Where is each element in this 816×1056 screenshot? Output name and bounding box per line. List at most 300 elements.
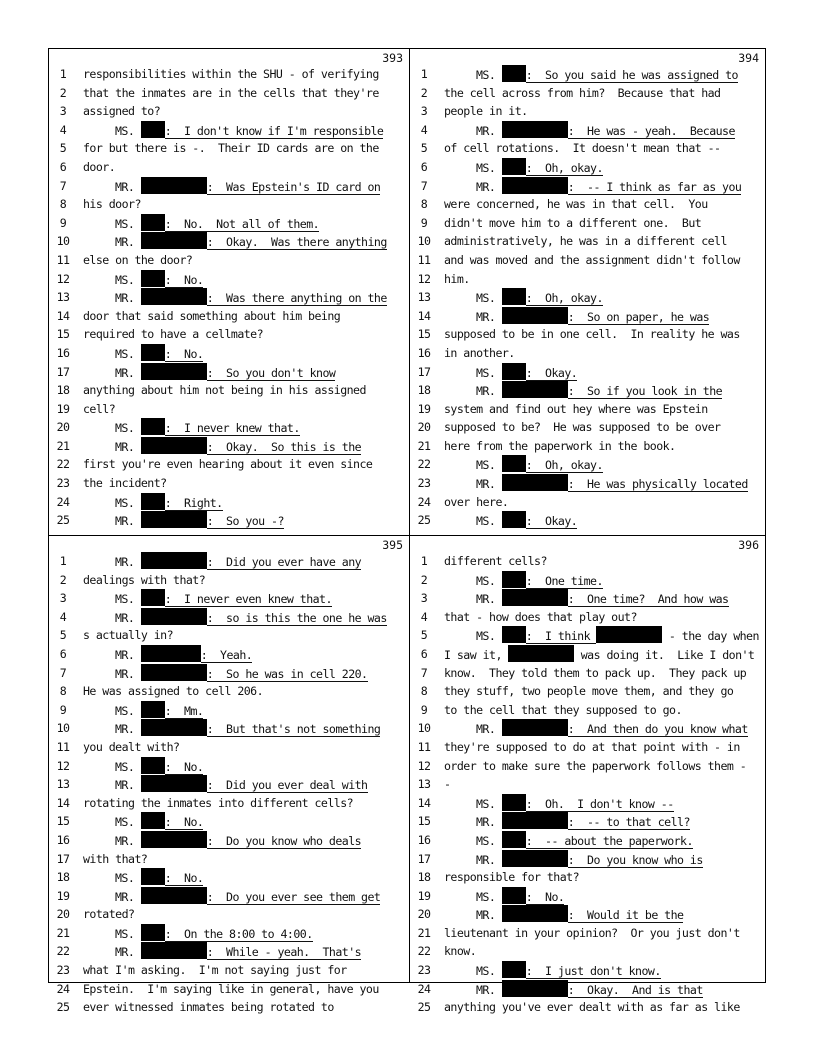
redaction-block — [502, 980, 568, 997]
redaction-block — [502, 571, 526, 588]
line-number: 7 — [59, 665, 67, 680]
line-fragment: : One time? And how was — [567, 592, 729, 607]
line-fragment: : So he was in cell 220. — [206, 666, 368, 681]
line-fragment: the cell across from him? Because that had — [444, 85, 721, 100]
line-number: 17 — [417, 851, 431, 866]
line-fragment: : No. — [164, 759, 204, 774]
speaker-label: MR. — [115, 235, 135, 250]
line-number: 24 — [417, 981, 431, 996]
line-text — [444, 158, 763, 178]
line-fragment: different cells? — [444, 554, 547, 568]
line-text — [444, 232, 763, 251]
line-text — [83, 474, 407, 493]
speaker-label: MS. — [115, 421, 135, 436]
line-fragment: : Okay. And is that — [567, 982, 703, 997]
speaker-label: MR. — [476, 384, 496, 399]
transcript-lines — [410, 65, 765, 530]
line-fragment: : No. — [164, 272, 204, 287]
line-text — [83, 511, 407, 531]
line-text — [83, 270, 407, 290]
speaker-label: MR. — [476, 179, 496, 194]
line-text — [444, 214, 763, 233]
line-number: 17 — [56, 851, 70, 866]
line-text — [83, 121, 407, 141]
line-fragment: : Oh. I don't know -- — [525, 796, 674, 811]
transcript-line — [410, 757, 765, 776]
transcript-line — [410, 942, 765, 961]
line-text — [444, 195, 763, 214]
redaction-block — [502, 961, 526, 978]
line-text — [83, 831, 407, 851]
line-fragment: door that said something about him being — [83, 308, 341, 323]
line-fragment: : Do you ever see them get — [206, 889, 381, 904]
line-text — [444, 980, 763, 1000]
speaker-label: MR. — [476, 852, 496, 867]
speaker-label: MR. — [115, 365, 135, 380]
redaction-block — [502, 511, 526, 528]
line-number: 13 — [56, 290, 70, 305]
line-number: 12 — [417, 271, 431, 286]
redaction-block — [502, 307, 568, 324]
line-fragment: was doing it. Like I don't — [574, 647, 755, 662]
speaker-label: MR. — [476, 123, 496, 138]
redaction-block — [141, 493, 165, 510]
transcript-line — [410, 980, 765, 999]
line-fragment: : I think — [525, 629, 597, 644]
line-text — [444, 418, 763, 437]
line-number: 3 — [420, 591, 428, 606]
line-number: 20 — [56, 420, 70, 435]
transcript-line — [410, 102, 765, 121]
redaction-block — [502, 905, 568, 922]
transcript-line — [410, 571, 765, 590]
redaction-block — [141, 232, 207, 249]
line-fragment: : So if you look in the — [567, 384, 723, 399]
line-number: 25 — [417, 513, 431, 528]
line-text — [444, 455, 763, 475]
line-text — [444, 608, 763, 627]
line-fragment: : So you don't know — [206, 365, 336, 380]
transcript-line — [49, 455, 409, 474]
transcript-line — [49, 980, 409, 999]
line-fragment: assigned to? — [83, 104, 161, 119]
transcript-line — [410, 84, 765, 103]
line-text — [83, 381, 407, 400]
transcript-line — [49, 344, 409, 363]
line-text — [83, 868, 407, 888]
speaker-label: MS. — [476, 68, 496, 82]
line-fragment: supposed to be in one cell. In reality he was — [444, 327, 740, 342]
line-fragment: : Did you ever deal with — [206, 778, 368, 793]
line-number: 7 — [420, 178, 428, 193]
line-fragment: : He was - yeah. Because — [567, 123, 735, 138]
line-number: 8 — [59, 197, 67, 212]
line-number: 21 — [56, 925, 70, 940]
speaker-label: MS. — [476, 160, 496, 175]
line-text — [444, 887, 763, 907]
line-fragment: : And then do you know what — [567, 722, 748, 737]
speaker-label: MR. — [115, 778, 135, 793]
line-fragment: : One time. — [525, 573, 603, 588]
line-text — [444, 571, 763, 591]
transcript-line — [410, 418, 765, 437]
line-number: 4 — [59, 609, 67, 624]
line-text — [444, 682, 763, 701]
line-fragment: for but there is -. Their ID cards are on the — [83, 141, 379, 156]
transcript-line — [49, 942, 409, 961]
transcript-line — [410, 682, 765, 701]
redaction-block — [141, 418, 165, 435]
line-number: 16 — [417, 345, 431, 360]
redaction-block — [502, 288, 526, 305]
speaker-label: MS. — [115, 703, 135, 718]
transcript-line — [49, 645, 409, 664]
line-number: 21 — [417, 438, 431, 453]
speaker-label: MR. — [115, 291, 135, 306]
redaction-block — [141, 437, 207, 454]
transcript-line — [410, 139, 765, 158]
redaction-block — [141, 344, 165, 361]
line-number: 8 — [420, 684, 428, 699]
line-number: 13 — [56, 777, 70, 792]
line-number: 15 — [417, 327, 431, 342]
speaker-label: MR. — [115, 514, 135, 529]
redaction-block — [502, 626, 526, 643]
line-number: 10 — [56, 234, 70, 249]
line-text — [83, 608, 407, 628]
page-number: 394 — [738, 51, 759, 65]
line-number: 18 — [417, 383, 431, 398]
line-text — [83, 455, 407, 474]
transcript-line — [49, 924, 409, 943]
line-text — [83, 139, 407, 158]
transcript-line — [49, 251, 409, 270]
line-text — [83, 701, 407, 721]
line-number: 4 — [59, 122, 67, 137]
transcript-line — [49, 270, 409, 289]
line-fragment: ever witnessed inmates being rotated to — [83, 1000, 334, 1015]
line-fragment: rotating the inmates into different cells? — [83, 795, 354, 810]
redaction-block — [141, 552, 207, 569]
line-number: 9 — [59, 702, 67, 717]
line-number: 24 — [56, 981, 70, 996]
transcript-line — [410, 794, 765, 813]
transcript-line — [410, 701, 765, 720]
line-text — [83, 400, 407, 419]
line-number: 21 — [56, 438, 70, 453]
line-number: 23 — [417, 476, 431, 491]
speaker-label: MS. — [476, 833, 496, 848]
speaker-label: MS. — [476, 514, 496, 529]
line-number: 17 — [417, 364, 431, 379]
transcript-line — [49, 65, 409, 84]
transcript-line — [410, 868, 765, 887]
line-number: 23 — [417, 963, 431, 978]
line-number: 22 — [56, 944, 70, 959]
redaction-block — [596, 626, 662, 643]
page-number: 393 — [382, 51, 403, 65]
speaker-label: MS. — [476, 964, 496, 979]
transcript-line — [49, 84, 409, 103]
line-text — [83, 307, 407, 326]
line-number: 5 — [59, 141, 67, 156]
transcript-line — [410, 812, 765, 831]
line-text — [83, 998, 407, 1017]
line-number: 17 — [56, 364, 70, 379]
transcript-line — [49, 831, 409, 850]
line-text — [83, 363, 407, 383]
line-fragment: : Right. — [164, 495, 223, 510]
line-number: 4 — [420, 122, 428, 137]
line-number: 1 — [59, 554, 67, 568]
line-text — [444, 474, 763, 494]
line-number: 1 — [420, 554, 428, 568]
transcript-line — [410, 158, 765, 177]
line-fragment: to the cell that they supposed to go. — [444, 702, 682, 717]
transcript-line — [49, 738, 409, 757]
line-number: 14 — [56, 795, 70, 810]
transcript-line — [410, 214, 765, 233]
line-text — [83, 195, 407, 214]
line-fragment: : Was there anything on the — [206, 291, 387, 306]
speaker-label: MR. — [476, 722, 496, 737]
transcript-line — [410, 195, 765, 214]
speaker-label: MS. — [476, 629, 496, 644]
line-fragment: cell? — [83, 401, 116, 416]
redaction-block — [502, 455, 526, 472]
redaction-block — [502, 474, 568, 491]
line-number: 9 — [420, 702, 428, 717]
line-text — [83, 177, 407, 197]
line-fragment: He was assigned to cell 206. — [83, 684, 264, 699]
redaction-block — [502, 121, 568, 138]
redaction-block — [502, 158, 526, 175]
transcript-line — [410, 831, 765, 850]
line-number: 11 — [417, 252, 431, 267]
page-number: 396 — [738, 538, 759, 552]
line-number: 1 — [420, 67, 428, 81]
line-text — [444, 812, 763, 832]
transcript-line — [410, 850, 765, 869]
redaction-block — [141, 511, 207, 528]
transcript-line — [410, 251, 765, 270]
redaction-block — [141, 608, 207, 625]
line-text — [444, 437, 763, 456]
line-text — [444, 400, 763, 419]
transcript-line — [49, 511, 409, 530]
line-text — [444, 738, 763, 757]
line-number: 10 — [417, 721, 431, 736]
line-number: 6 — [59, 159, 67, 174]
line-text — [83, 980, 407, 999]
line-text — [444, 905, 763, 925]
redaction-block — [502, 812, 568, 829]
line-fragment: : Okay. — [525, 514, 578, 529]
transcript-line — [410, 887, 765, 906]
transcript-line — [410, 363, 765, 382]
line-text — [444, 589, 763, 609]
line-fragment: - — [444, 777, 451, 792]
line-text — [83, 850, 407, 869]
redaction-block — [502, 887, 526, 904]
line-number: 3 — [59, 104, 67, 119]
line-number: 14 — [417, 308, 431, 323]
line-fragment: over here. — [444, 494, 509, 509]
redaction-block — [502, 719, 568, 736]
line-number: 3 — [420, 104, 428, 119]
transcript-line — [49, 682, 409, 701]
line-number: 10 — [417, 234, 431, 249]
line-number: 16 — [56, 345, 70, 360]
line-number: 24 — [56, 494, 70, 509]
line-fragment: know. — [444, 944, 477, 959]
speaker-label: MR. — [115, 666, 135, 681]
transcript-line — [49, 325, 409, 344]
transcript-line — [49, 214, 409, 233]
speaker-label: MR. — [115, 610, 135, 625]
transcript-line — [410, 455, 765, 474]
transcript-line — [410, 998, 765, 1017]
redaction-block — [141, 701, 165, 718]
line-text — [83, 84, 407, 103]
line-fragment: people in it. — [444, 104, 528, 119]
transcript-lines — [49, 552, 409, 1017]
line-text — [444, 868, 763, 887]
line-fragment: : No. — [164, 346, 204, 361]
line-text — [83, 437, 407, 457]
line-fragment: : I never even knew that. — [164, 592, 332, 607]
line-text — [83, 344, 407, 364]
line-fragment: : No. — [164, 871, 204, 886]
transcript-line — [49, 701, 409, 720]
speaker-label: MS. — [476, 796, 496, 811]
speaker-label: MS. — [476, 458, 496, 473]
transcript-sheet — [48, 48, 766, 1015]
redaction-block — [141, 589, 165, 606]
transcript-line — [410, 626, 765, 645]
line-fragment: first you're even hearing about it even since — [83, 457, 373, 472]
line-text — [83, 942, 407, 962]
line-text — [83, 288, 407, 308]
line-number: 9 — [59, 215, 67, 230]
line-fragment: else on the door? — [83, 252, 193, 267]
transcript-line — [49, 626, 409, 645]
line-text — [444, 288, 763, 308]
line-fragment: : Okay. So this is the — [206, 439, 362, 454]
line-text — [83, 719, 407, 739]
transcript-line — [410, 664, 765, 683]
speaker-label: MR. — [115, 945, 135, 960]
speaker-label: MR. — [115, 833, 135, 848]
line-number: 3 — [59, 591, 67, 606]
line-fragment: with that? — [83, 851, 148, 866]
line-text — [83, 757, 407, 777]
line-text — [83, 794, 407, 813]
transcript-line — [49, 757, 409, 776]
line-number: 8 — [420, 197, 428, 212]
speaker-label: MS. — [115, 272, 135, 287]
redaction-block — [141, 177, 207, 194]
line-number: 22 — [56, 457, 70, 472]
line-number: 11 — [56, 252, 70, 267]
speaker-label: MR. — [476, 309, 496, 324]
line-number: 25 — [56, 513, 70, 528]
line-number: 13 — [417, 290, 431, 305]
line-number: 16 — [417, 832, 431, 847]
transcript-line — [49, 102, 409, 121]
line-fragment: : so is this the one he was — [206, 610, 387, 625]
speaker-label: MS. — [115, 871, 135, 886]
line-text — [444, 552, 763, 571]
line-text — [444, 65, 763, 85]
line-text — [83, 571, 407, 590]
transcript-lines — [410, 552, 765, 1017]
line-number: 2 — [59, 85, 67, 100]
line-fragment: door. — [83, 159, 116, 174]
line-fragment: of cell rotations. It doesn't mean that -- — [444, 141, 721, 156]
line-text — [83, 775, 407, 795]
line-fragment: : No. — [525, 889, 565, 904]
line-fragment: : No. Not all of them. — [164, 216, 320, 231]
line-text — [444, 493, 763, 512]
line-fragment: : So you said he was assigned to — [525, 68, 738, 82]
line-number: 23 — [56, 476, 70, 491]
transcript-line — [49, 232, 409, 251]
line-fragment: in another. — [444, 345, 515, 360]
line-number: 5 — [420, 628, 428, 643]
line-text — [83, 664, 407, 684]
line-number: 4 — [420, 609, 428, 624]
line-number: 10 — [56, 721, 70, 736]
transcript-line — [410, 344, 765, 363]
line-text — [83, 905, 407, 924]
transcript-page-393 — [49, 49, 410, 536]
line-fragment: know. They told them to pack up. They pack up — [444, 665, 747, 680]
line-text — [444, 794, 763, 814]
transcript-line — [49, 664, 409, 683]
line-text — [444, 664, 763, 683]
line-number: 6 — [420, 646, 428, 661]
line-fragment: : But that's not something — [206, 722, 381, 737]
transcript-line — [49, 812, 409, 831]
redaction-block — [141, 214, 165, 231]
line-text — [444, 84, 763, 103]
line-number: 12 — [417, 758, 431, 773]
transcript-line — [410, 961, 765, 980]
line-fragment: they stuff, two people move them, and they go — [444, 684, 734, 699]
line-fragment: : Was Epstein's ID card on — [206, 179, 381, 194]
transcript-line — [49, 794, 409, 813]
line-fragment: : -- to that cell? — [567, 815, 690, 830]
line-text — [83, 325, 407, 344]
line-fragment: : So you -? — [206, 514, 284, 529]
transcript-line — [410, 325, 765, 344]
line-text — [83, 251, 407, 270]
line-number: 20 — [417, 420, 431, 435]
line-fragment: and was moved and the assignment didn't follow — [444, 252, 740, 267]
redaction-block — [141, 924, 165, 941]
line-text — [83, 589, 407, 609]
line-text — [444, 121, 763, 141]
line-number: 11 — [56, 739, 70, 754]
line-number: 5 — [59, 628, 67, 643]
line-fragment: supposed to be? He was supposed to be over — [444, 420, 721, 435]
redaction-block — [141, 645, 201, 662]
redaction-block — [141, 775, 207, 792]
transcript-page-394 — [410, 49, 765, 536]
redaction-block — [502, 589, 568, 606]
redaction-block — [141, 887, 207, 904]
